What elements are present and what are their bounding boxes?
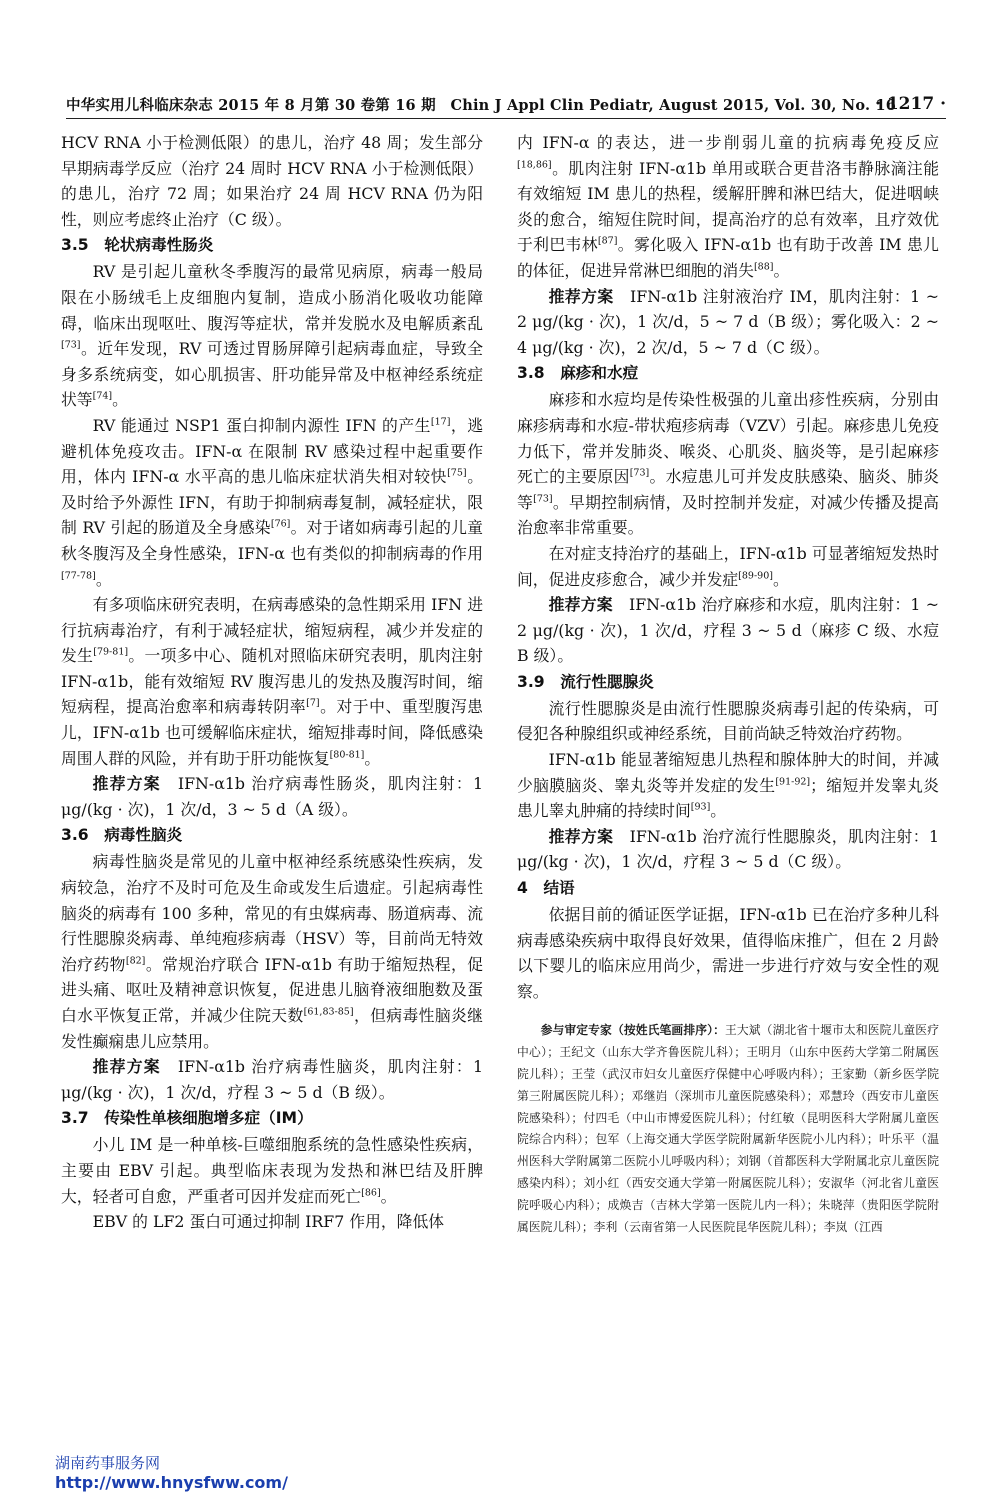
recommendation-label: 推荐方案 bbox=[92, 1057, 161, 1077]
recommendation: 推荐方案 IFN-α1b 治疗麻疹和水痘，肌肉注射：1 ~ 2 μg/(kg · 次)，1 次/d，疗程 3 ~ 5 d（麻疹 C 级、水痘 B 级）。 bbox=[517, 595, 939, 666]
expert-panel-label: 参与审定专家（按姓氏笔画排序）： bbox=[540, 1023, 725, 1038]
recommendation: 推荐方案 IFN-α1b 注射液治疗 IM，肌肉注射：1 ~ 2 μg/(kg · 次)，1 次/d，5 ~ 7 d（B 级）；雾化吸入：2 ~ 4 μg/(kg · 次)，2 次/d，5 ~ 7 d（C 级）。 bbox=[517, 286, 939, 357]
recommendation-label: 推荐方案 bbox=[548, 286, 614, 306]
journal-citation: 中华实用儿科临床杂志 2015 年 8 月第 30 卷第 16 期 Chin J Appl Clin Pediatr, August 2015, Vol. 30, No. 16 bbox=[66, 97, 897, 114]
paragraph: EBV 的 LF2 蛋白可通过抑制 IRF7 作用，降低体 bbox=[92, 1212, 445, 1232]
recommendation-label: 推荐方案 bbox=[92, 774, 161, 794]
expert-panel-list: 参与审定专家（按姓氏笔画排序）：王大斌（湖北省十堰市太和医院儿童医疗中心）；王纪文（山东大学齐鲁医院儿科）；王明月（山东中医药大学第二附属医院儿科）；王莹（武汉市妇女儿童医疗保健中心呼吸内科）；王家勤（新乡医学院第三附属医院儿科）；邓继岿（深圳市儿童医院感染科）；邓慧玲（西安市儿童医院感染科）；付四毛（中山市博爱医院儿科）；付红敏（昆明医科大学附属儿童医院综合内科）；包军（上海交通大学医学院附属新华医院小儿内科）；叶乐平（温州医科大学附属第二医院小儿呼吸内科）；刘钢（首都医科大学附属北京儿童医院感染内科）；刘小红（西安交通大学第一附属医院儿科）；安淑华（河北省儿童医院呼吸心内科）；成焕吉（吉林大学第一医院儿内一科）；朱晓萍（贵阳医学院附属医院儿科）；李利（云南省第一人民医院昆华医院儿科）；李岚（江西 bbox=[517, 1023, 939, 1234]
citation: [76] bbox=[270, 519, 291, 531]
paragraph: 小儿 IM 是一种单核-巨噬细胞系统的急性感染性疾病，主要由 EBV 引起。典型临床表现为发热和淋巴结及肝脾大，轻者可自愈，严重者可因并发症而死亡[86]。 bbox=[61, 1135, 483, 1206]
recommendation-label: 推荐方案 bbox=[548, 595, 613, 615]
citation: [93] bbox=[690, 801, 711, 813]
section-heading-3-8: 3.8 麻疹和水痘 bbox=[517, 364, 639, 383]
paragraph: HCV RNA 小于检测低限）的患儿，治疗 48 周；发生部分早期病毒学反应（治疗 24 周时 HCV RNA 小于检测低限）的患儿，治疗 72 周；如果治疗 24 周 HCV RNA 仍为阳性，则应考虑终止治疗（C 级）。 bbox=[61, 133, 483, 229]
citation: [73] bbox=[61, 339, 81, 351]
watermark-name: 湖南药事服务网 bbox=[55, 1454, 161, 1472]
citation: [87] bbox=[597, 236, 618, 248]
section-heading-3-9: 3.9 流行性腮腺炎 bbox=[517, 672, 654, 691]
watermark-url[interactable]: http://www.hnysfww.com/ bbox=[55, 1473, 288, 1492]
paragraph: 内 IFN-α 的表达，进一步削弱儿童的抗病毒免疫反应[18,86]。肌肉注射 IFN-α1b 单用或联合更昔洛韦静脉滴注能有效缩短 IM 患儿的热程，缓解肝脾和淋巴结大，促进咽峡炎的愈合，缩短住院时间，提高治疗的总有效率，且疗效优于利巴韦林[87]。雾化吸入 IFN-α1b 也有助于改善 IM 患儿的体征，促进异常淋巴细胞的消失[88]。 bbox=[517, 133, 939, 280]
paragraph: 在对症支持治疗的基础上，IFN-α1b 可显著缩短发热时间，促进皮疹愈合，减少并发症[89-90]。 bbox=[517, 543, 939, 589]
citation: [88] bbox=[753, 261, 774, 273]
citation: [80-81] bbox=[329, 749, 365, 761]
citation: [91-92] bbox=[775, 776, 811, 788]
citation: [79-81] bbox=[93, 647, 129, 659]
citation: [89-90] bbox=[738, 570, 773, 582]
citation: [17] bbox=[430, 416, 451, 428]
section-heading-3-7: 3.7 传染性单核细胞增多症（IM） bbox=[61, 1109, 313, 1128]
section-heading-4: 4 结语 bbox=[517, 879, 575, 898]
recommendation: 推荐方案 IFN-α1b 治疗病毒性肠炎，肌肉注射：1 μg/(kg · 次)，1 次/d，3 ~ 5 d（A 级）。 bbox=[61, 774, 483, 819]
citation: [77-78] bbox=[61, 570, 96, 582]
paragraph: RV 是引起儿童秋冬季腹泻的最常见病原，病毒一般局限在小肠绒毛上皮细胞内复制，造成小肠消化吸收功能障碍，临床出现呕吐、腹泻等症状，常并发脱水及电解质紊乱[73]。近年发现，RV 可透过胃肠屏障引起病毒血症，导致全身多系统病变，如心肌损害、肝功能异常及中枢神经系统症状等[74]。 bbox=[61, 262, 483, 410]
citation: [61,83-85] bbox=[303, 1006, 354, 1018]
paragraph: 有多项临床研究表明，在病毒感染的急性期采用 IFN 进行抗病毒治疗，有利于减轻症状，缩短病程，减少并发症的发生[79-81]。一项多中心、随机对照临床研究表明，肌肉注射 IFN-α1b，能有效缩短 RV 腹泻患儿的发热及腹泻时间，缩短病程，提高治愈率和病毒转阴率[7]。对于中、重型腹泻患儿，IFN-α1b 也可缓解临床症状，缩短排毒时间，降低感染周围人群的风险，并有助于肝功能恢复[80-81]。 bbox=[61, 595, 483, 768]
citation: [73] bbox=[533, 493, 553, 505]
right-column bbox=[517, 130, 939, 1238]
page-number: · 1217 · bbox=[875, 94, 946, 114]
section-heading-3-5: 3.5 轮状病毒性肠炎 bbox=[61, 236, 214, 255]
citation: [82] bbox=[125, 955, 146, 967]
citation: [86] bbox=[361, 1187, 381, 1199]
paragraph: 麻疹和水痘均是传染性极强的儿童出疹性疾病，分别由麻疹病毒和水痘-带状疱疹病毒（VZV）引起。麻疹患儿免疫力低下，常并发肺炎、喉炎、心肌炎、脑炎等，是引起麻疹死亡的主要原因[73]。水痘患儿可并发皮肤感染、脑炎、肺炎等[73]。早期控制病情，及时控制并发症，对减少传播及提高治愈率非常重要。 bbox=[517, 390, 939, 538]
citation: [73] bbox=[629, 467, 650, 479]
citation: [18,86] bbox=[517, 159, 552, 171]
citation: [7] bbox=[306, 698, 320, 710]
site-watermark bbox=[55, 1453, 288, 1493]
running-header bbox=[66, 92, 946, 119]
paragraph: 病毒性脑炎是常见的儿童中枢神经系统感染性疾病，发病较急，治疗不及时可危及生命或发生后遗症。引起病毒性脑炎的病毒有 100 多种，常见的有虫媒病毒、肠道病毒、流行性腮腺炎病毒、单纯疱疹病毒（HSV）等，目前尚无特效治疗药物[82]。常规治疗联合 IFN-α1b 有助于缩短热程，促进头痛、呕吐及精神意识恢复，促进患儿脑脊液细胞数及蛋白水平恢复正常，并减少住院天数[61,83-85]，但病毒性脑炎继发性癫痫患儿应禁用。 bbox=[61, 852, 483, 1051]
paragraph: IFN-α1b 能显著缩短患儿热程和腺体肿大的时间，并减少脑膜脑炎、睾丸炎等并发症的发生[91-92]；缩短并发睾丸炎患儿睾丸肿痛的持续时间[93]。 bbox=[517, 750, 939, 821]
paragraph: RV 能通过 NSP1 蛋白抑制内源性 IFN 的产生[17]，逃避机体免疫攻击。IFN-α 在限制 RV 感染过程中起重要作用，体内 IFN-α 水平高的患儿临床症状消失相对较快[75]。及时给予外源性 IFN，有助于抑制病毒复制，减轻症状，限制 RV 引起的肠道及全身感染[76]。对于诸如病毒引起的儿童秋冬腹泻及全身性感染，IFN-α 也有类似的抑制病毒的作用[77-78]。 bbox=[61, 415, 483, 589]
recommendation-label: 推荐方案 bbox=[548, 826, 614, 846]
recommendation: 推荐方案 IFN-α1b 治疗病毒性脑炎，肌肉注射：1 μg/(kg · 次)，1 次/d，疗程 3 ~ 5 d（B 级）。 bbox=[61, 1057, 483, 1102]
citation: [74] bbox=[92, 391, 113, 403]
section-heading-3-6: 3.6 病毒性脑炎 bbox=[61, 826, 183, 845]
citation: [75] bbox=[447, 467, 467, 479]
left-column bbox=[61, 130, 483, 1235]
recommendation: 推荐方案 IFN-α1b 治疗流行性腮腺炎，肌肉注射：1 μg/(kg · 次)，1 次/d，疗程 3 ~ 5 d（C 级）。 bbox=[517, 826, 939, 872]
paragraph: 依据目前的循证医学证据，IFN-α1b 已在治疗多种儿科病毒感染疾病中取得良好效果，值得临床推广，但在 2 月龄以下婴儿的临床应用尚少，需进一步进行疗效与安全性的观察。 bbox=[517, 905, 939, 1001]
paragraph: 流行性腮腺炎是由流行性腮腺炎病毒引起的传染病，可侵犯各种腺组织或神经系统，目前尚缺乏特效治疗药物。 bbox=[517, 698, 939, 744]
